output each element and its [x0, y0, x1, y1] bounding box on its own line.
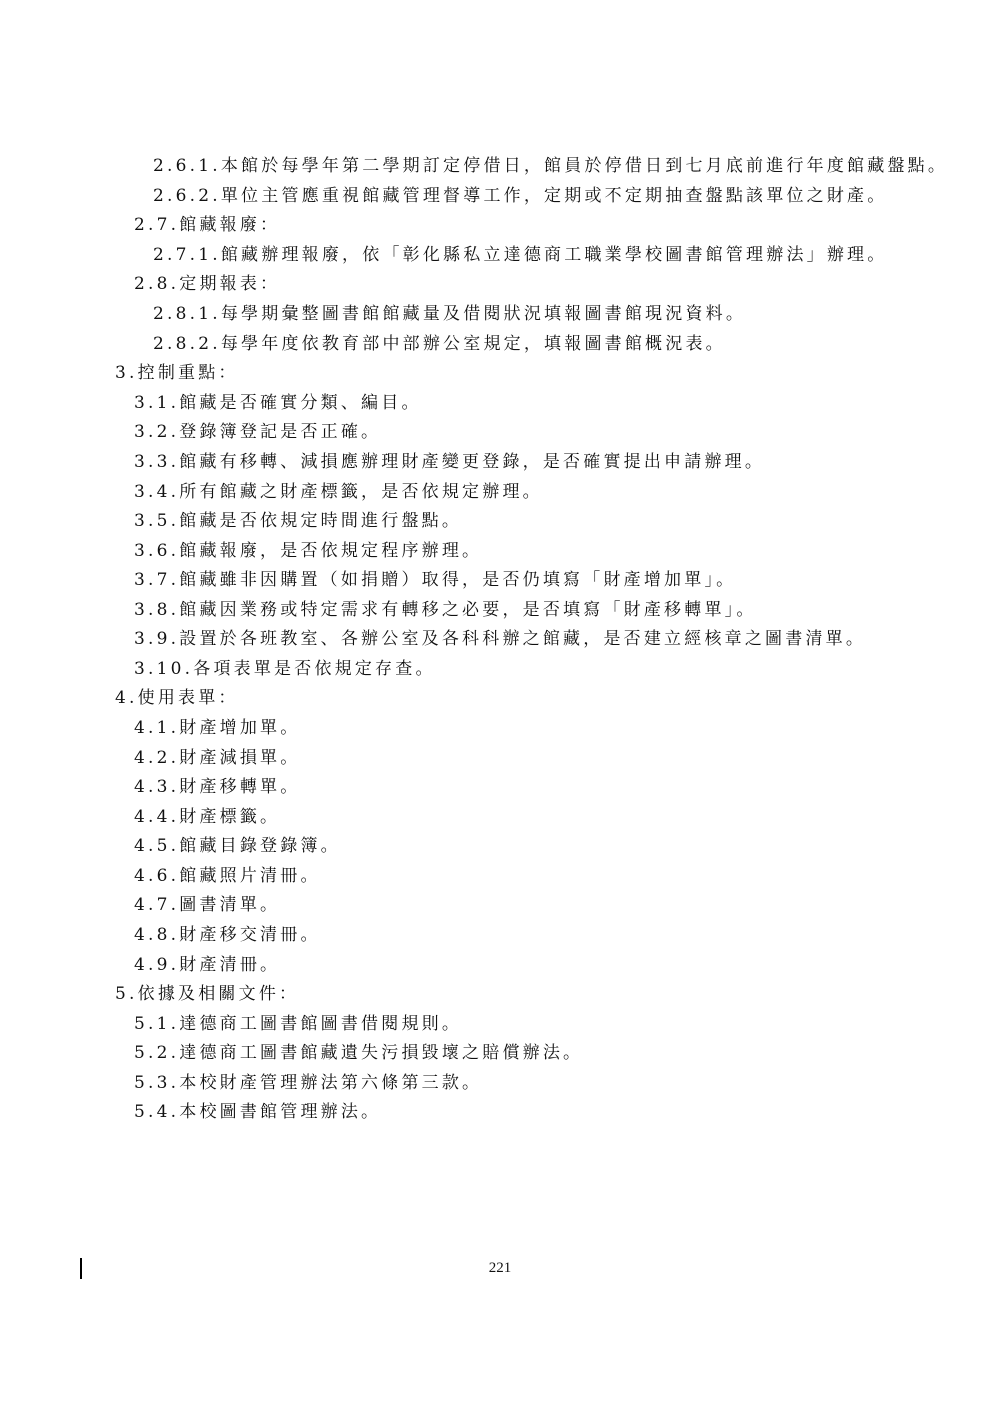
list-item-4-5: 4.5.館藏目錄登錄簿。	[134, 836, 341, 856]
list-item-3-1: 3.1.館藏是否確實分類、編目。	[134, 393, 422, 413]
list-item-4-8: 4.8.財產移交清冊。	[134, 925, 321, 945]
section-heading-5: 5.依據及相關文件：	[115, 984, 300, 1004]
section-heading-2-8: 2.8.定期報表：	[134, 274, 281, 294]
section-heading-4: 4.使用表單：	[115, 688, 239, 708]
list-item-3-9: 3.9.設置於各班教室、各辦公室及各科科辦之館藏，是否建立經核章之圖書清單。	[134, 629, 867, 649]
list-item-3-3: 3.3.館藏有移轉、減損應辦理財產變更登錄，是否確實提出申請辦理。	[134, 452, 766, 472]
list-item-3-5: 3.5.館藏是否依規定時間進行盤點。	[134, 511, 463, 531]
list-item-2-7-1: 2.7.1.館藏辦理報廢，依「彰化縣私立達德商工職業學校圖書館管理辦法」辦理。	[153, 245, 888, 265]
list-item-4-6: 4.6.館藏照片清冊。	[134, 866, 321, 886]
list-item-4-1: 4.1.財產增加單。	[134, 718, 301, 738]
list-item-4-7: 4.7.圖書清單。	[134, 895, 281, 915]
list-item-5-1: 5.1.達德商工圖書館圖書借閱規則。	[134, 1014, 463, 1034]
list-item-3-2: 3.2.登錄簿登記是否正確。	[134, 422, 382, 442]
list-item-4-2: 4.2.財產減損單。	[134, 748, 301, 768]
list-item-3-8: 3.8.館藏因業務或特定需求有轉移之必要，是否填寫「財產移轉單」。	[134, 600, 757, 620]
list-item-2-6-2: 2.6.2.單位主管應重視館藏管理督導工作，定期或不定期抽查盤點該單位之財產。	[153, 186, 888, 206]
list-item-5-3: 5.3.本校財產管理辦法第六條第三款。	[134, 1073, 483, 1093]
page-number: 221	[488, 1260, 512, 1276]
list-item-4-4: 4.4.財產標籤。	[134, 807, 281, 827]
list-item-3-6: 3.6.館藏報廢，是否依規定程序辦理。	[134, 541, 483, 561]
list-item-4-3: 4.3.財產移轉單。	[134, 777, 301, 797]
section-heading-2-7: 2.7.館藏報廢：	[134, 215, 281, 235]
list-item-4-9: 4.9.財產清冊。	[134, 955, 281, 975]
list-item-3-7: 3.7.館藏雖非因購置（如捐贈）取得，是否仍填寫「財產增加單」。	[134, 570, 737, 590]
list-item-3-10: 3.10.各項表單是否依規定存查。	[134, 659, 436, 679]
section-heading-3: 3.控制重點：	[115, 363, 239, 383]
list-item-2-6-1: 2.6.1.本館於每學年第二學期訂定停借日，館員於停借日到七月底前進行年度館藏盤點。	[153, 156, 949, 176]
list-item-2-8-1: 2.8.1.每學期彙整圖書館館藏量及借閱狀況填報圖書館現況資料。	[153, 304, 747, 324]
list-item-2-8-2: 2.8.2.每學年度依教育部中部辦公室規定，填報圖書館概況表。	[153, 334, 726, 354]
list-item-5-2: 5.2.達德商工圖書館藏遺失污損毀壞之賠償辦法。	[134, 1043, 584, 1063]
list-item-3-4: 3.4.所有館藏之財產標籤，是否依規定辦理。	[134, 482, 543, 502]
list-item-5-4: 5.4.本校圖書館管理辦法。	[134, 1102, 382, 1122]
